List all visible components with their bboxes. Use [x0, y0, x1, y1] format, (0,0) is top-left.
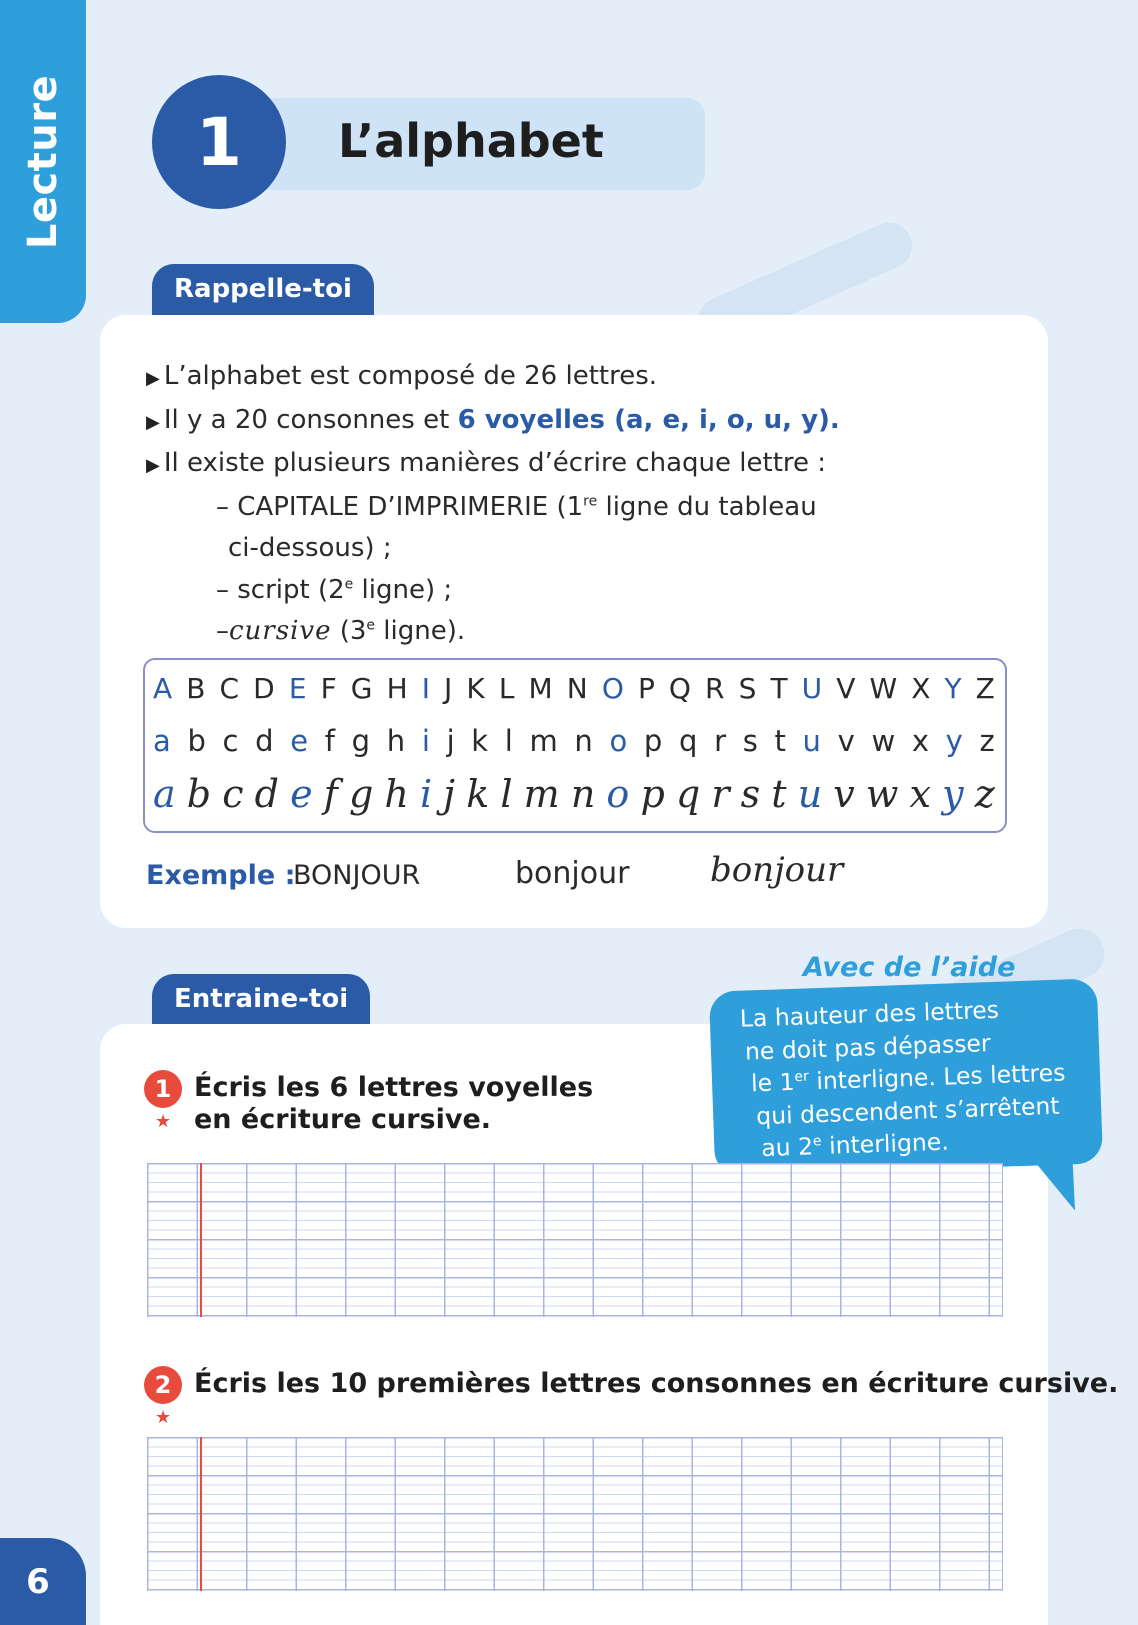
alphabet-letter: y — [942, 772, 964, 816]
alphabet-table — [143, 658, 1007, 833]
alphabet-letter: O — [601, 672, 624, 705]
rappelle-tab: Rappelle-toi — [152, 264, 374, 316]
alphabet-letter: r — [711, 772, 730, 816]
alphabet-letter: n — [574, 724, 593, 758]
alphabet-letter: o — [609, 724, 628, 758]
alphabet-letter: x — [909, 772, 931, 816]
margin-line — [200, 1437, 202, 1591]
alphabet-letter: l — [504, 724, 513, 758]
rappelle-list — [146, 356, 840, 653]
alphabet-letter: q — [679, 724, 698, 758]
alphabet-letter: R — [705, 672, 725, 705]
alphabet-letter: h — [384, 772, 409, 816]
rule-subitem: –cursive (3e ligne). — [216, 616, 466, 646]
rule-item: ▶ L’alphabet est composé de 26 lettres. — [146, 361, 658, 391]
writing-grid-1[interactable] — [147, 1163, 1003, 1317]
alphabet-letter: S — [738, 672, 757, 705]
bullet-triangle-icon: ▶ — [146, 411, 160, 433]
alphabet-row-cursive — [153, 772, 995, 816]
exercise-2-instruction: Écris les 10 premières lettres consonnes en écriture cursive. — [194, 1368, 1119, 1399]
alphabet-letter: j — [443, 772, 456, 816]
alphabet-row-capitale — [153, 672, 995, 705]
alphabet-letter: X — [911, 672, 931, 705]
alphabet-letter: t — [774, 724, 786, 758]
alphabet-letter: Y — [944, 672, 962, 705]
alphabet-letter: P — [637, 672, 655, 705]
alphabet-letter: t — [771, 772, 787, 816]
alphabet-letter: B — [186, 672, 206, 705]
alphabet-letter: V — [836, 672, 856, 705]
rule-subitem: – CAPITALE D’IMPRIMERIE (1re ligne du tableau — [216, 491, 817, 522]
alphabet-letter: r — [714, 724, 727, 758]
alphabet-letter: z — [974, 772, 995, 816]
help-speech-bubble: La hauteur des lettres ne doit pas dépasser le 1er interligne. Les lettres qui descendent s’arrêtent au 2e interligne. — [709, 978, 1103, 1176]
alphabet-letter: e — [290, 772, 313, 816]
alphabet-letter: k — [471, 724, 489, 758]
alphabet-letter: E — [288, 672, 307, 705]
alphabet-letter: c — [222, 724, 239, 758]
margin-line — [200, 1163, 202, 1317]
alphabet-letter: p — [640, 772, 665, 816]
star-icon: ★ — [155, 1407, 172, 1428]
alphabet-letter: F — [320, 672, 337, 705]
bullet-triangle-icon: ▶ — [146, 368, 160, 389]
alphabet-letter: u — [802, 724, 821, 758]
alphabet-letter: m — [529, 724, 558, 758]
alphabet-letter: u — [797, 772, 823, 816]
rule-subitem-continued: ci-dessous) ; — [228, 533, 392, 563]
alphabet-letter: y — [945, 724, 963, 758]
alphabet-letter: a — [153, 772, 176, 816]
side-tab-label: Lecture — [20, 74, 66, 249]
alphabet-letter: I — [421, 672, 430, 705]
alphabet-letter: c — [222, 772, 244, 816]
alphabet-letter: x — [911, 724, 929, 758]
entraine-tab: Entraine-toi — [152, 974, 370, 1026]
exercise-1-instruction: Écris les 6 lettres voyelles en écriture cursive. — [194, 1072, 594, 1135]
rule-item: ▶ Il y a 20 consonnes et 6 voyelles (a, e, i, o, u, y). — [146, 404, 840, 435]
alphabet-letter: C — [219, 672, 240, 705]
page-title: L’alphabet — [338, 114, 604, 168]
alphabet-letter: f — [324, 724, 335, 758]
alphabet-letter: i — [420, 772, 433, 816]
alphabet-letter: T — [770, 672, 788, 705]
alphabet-letter: W — [869, 672, 898, 705]
alphabet-letter: b — [186, 772, 212, 816]
page-number: 6 — [0, 1538, 86, 1625]
alphabet-letter: J — [444, 672, 453, 705]
alphabet-letter: g — [351, 724, 371, 758]
alphabet-letter: A — [153, 672, 173, 705]
alphabet-letter: g — [348, 772, 374, 816]
exercise-number-1: 1 — [144, 1070, 182, 1108]
example-capitale: BONJOUR — [293, 860, 421, 891]
alphabet-letter: N — [566, 672, 588, 705]
alphabet-letter: o — [606, 772, 630, 816]
alphabet-letter: d — [255, 724, 274, 758]
alphabet-letter: k — [466, 772, 490, 816]
bullet-triangle-icon: ▶ — [146, 455, 160, 476]
alphabet-letter: p — [643, 724, 663, 758]
alphabet-letter: b — [187, 724, 206, 758]
alphabet-letter: f — [323, 772, 338, 816]
alphabet-letter: h — [386, 724, 406, 758]
alphabet-letter: G — [350, 672, 373, 705]
alphabet-letter: v — [837, 724, 855, 758]
alphabet-letter: l — [500, 772, 513, 816]
help-title: Avec de l’aide — [803, 952, 1016, 983]
alphabet-letter: j — [446, 724, 455, 758]
rule-subitem: – script (2e ligne) ; — [216, 574, 453, 605]
writing-grid-2[interactable] — [147, 1437, 1003, 1591]
section-side-tab — [0, 0, 86, 323]
alphabet-letter: w — [871, 724, 896, 758]
alphabet-letter: a — [153, 724, 171, 758]
alphabet-row-script — [153, 724, 995, 758]
lesson-number: 1 — [152, 75, 286, 209]
example-label: Exemple : — [146, 860, 296, 891]
alphabet-letter: v — [833, 772, 855, 816]
alphabet-letter: w — [865, 772, 899, 816]
alphabet-letter: U — [801, 672, 823, 705]
alphabet-letter: M — [528, 672, 553, 705]
example-cursive: bonjour — [710, 850, 844, 890]
example-script: bonjour — [515, 856, 630, 891]
star-icon: ★ — [155, 1111, 172, 1132]
alphabet-letter: D — [253, 672, 275, 705]
alphabet-letter: L — [498, 672, 515, 705]
alphabet-letter: K — [466, 672, 485, 705]
alphabet-letter: q — [675, 772, 701, 816]
alphabet-letter: H — [386, 672, 408, 705]
alphabet-letter: e — [290, 724, 309, 758]
alphabet-letter: i — [421, 724, 430, 758]
alphabet-letter: d — [254, 772, 279, 816]
alphabet-letter: z — [979, 724, 995, 758]
exercise-number-2: 2 — [144, 1366, 182, 1404]
alphabet-letter: s — [740, 772, 761, 816]
alphabet-letter: Q — [668, 672, 691, 705]
alphabet-letter: s — [742, 724, 758, 758]
alphabet-letter: n — [570, 772, 596, 816]
alphabet-letter: Z — [975, 672, 995, 705]
rule-item: ▶ Il existe plusieurs manières d’écrire chaque lettre : — [146, 448, 827, 478]
alphabet-letter: m — [523, 772, 560, 816]
